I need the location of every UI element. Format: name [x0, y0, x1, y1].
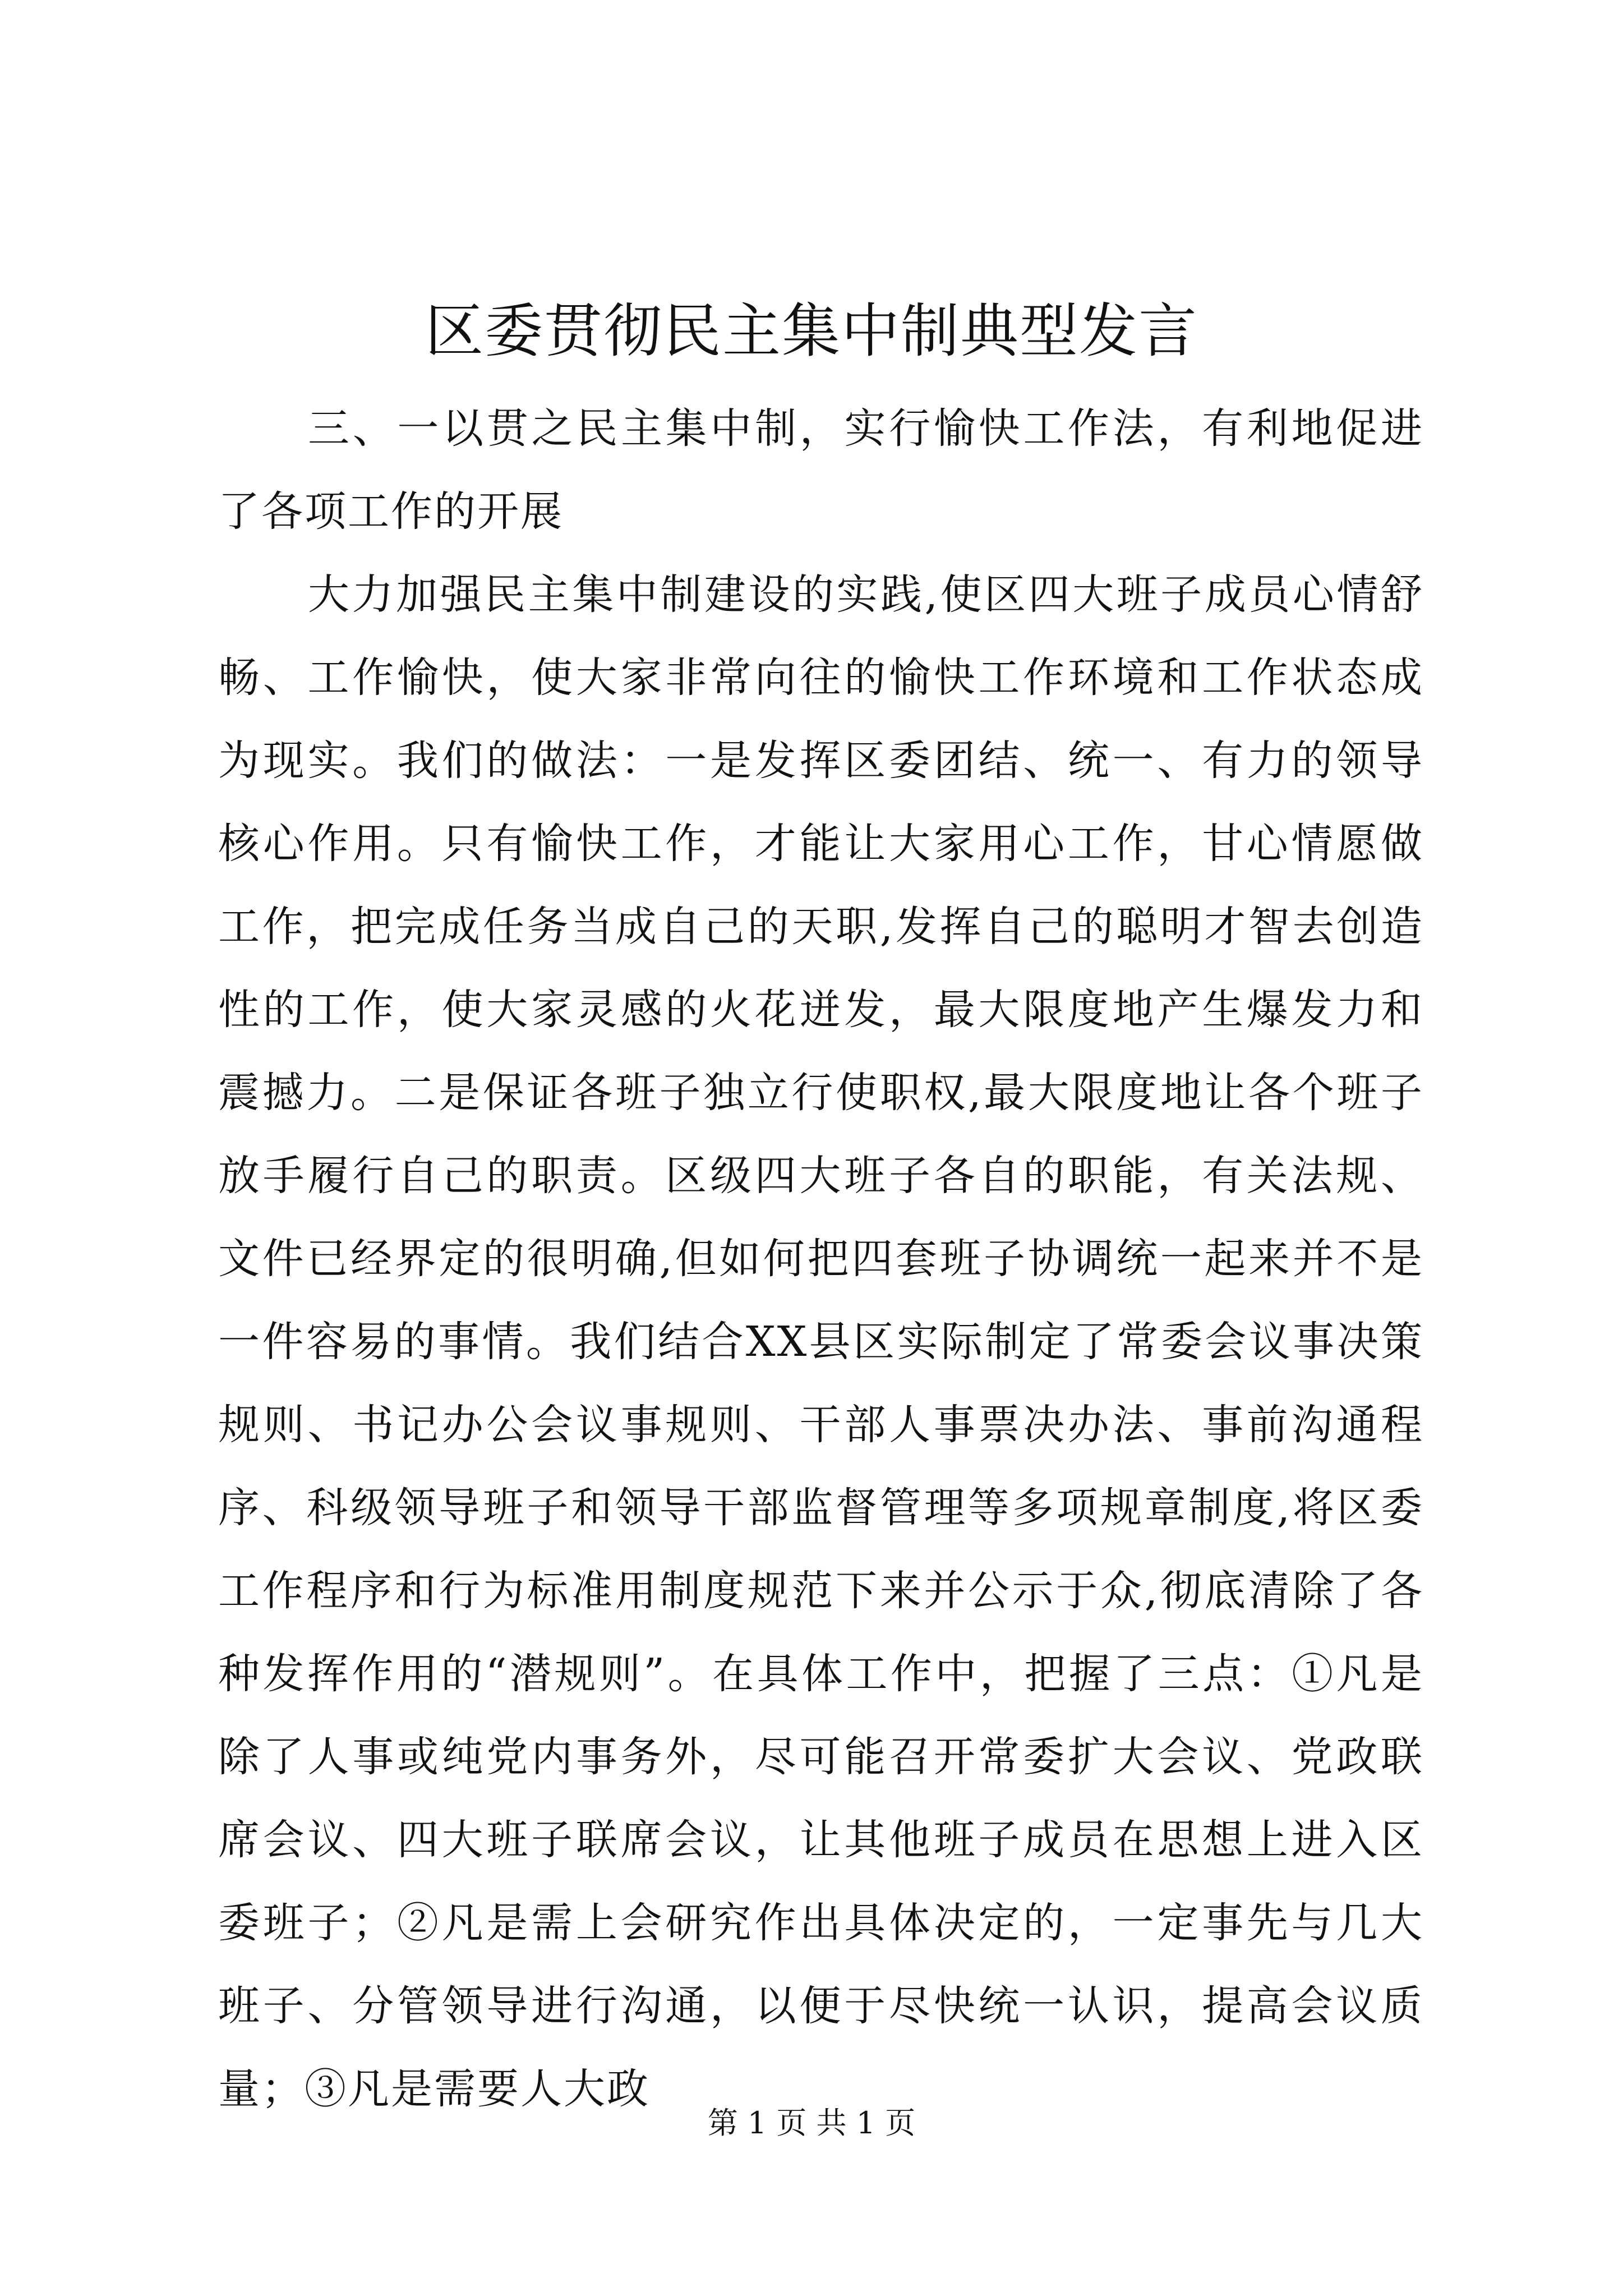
section-heading-paragraph: 三、一以贯之民主集中制，实行愉快工作法，有利地促进了各项工作的开展 [218, 404, 1424, 536]
document-title: 区委贯彻民主集中制典型发言 [425, 297, 1198, 365]
document-body [218, 387, 1424, 2131]
page-footer: 第 1 页 共 1 页 [707, 2105, 916, 2141]
body-paragraph: 大力加强民主集中制建设的实践,使区四大班子成员心情舒畅、工作愉快，使大家非常向往的愉快工作环境和工作状态成为现实。我们的做法：一是发挥区委团结、统一、有力的领导核心作用。只有愉快工作，才能让大家用心工作，甘心情愿做工作，把完成任务当成自己的天职,发挥自己的聪明才智去创造性的工作，使大家灵感的火花迸发，最大限度地产生爆发力和震撼力。二是保证各班子独立行使职权,最大限度地让各个班子放手履行自己的职责。区级四大班子各自的职能，有关法规、文件已经界定的很明确,但如何把四套班子协调统一起来并不是一件容易的事情。我们结合XX县区实际制定了常委会议事决策规则、书记办公会议事规则、干部人事票决办法、事前沟通程序、科级领导班子和领导干部监督管理等多项规章制度,将区委工作程序和行为标准用制度规范下来并公示于众,彻底清除了各种发挥作用的“潜规则”。在具体工作中，把握了三点：①凡是除了人事或纯党内事务外，尽可能召开常委扩大会议、党政联席会议、四大班子联席会议，让其他班子成员在思想上进入区委班子；②凡是需上会研究作出具体决定的，一定事先与几大班子、分管领导进行沟通，以便于尽快统一认识，提高会议质量；③凡是需要人大政 [218, 570, 1424, 2113]
